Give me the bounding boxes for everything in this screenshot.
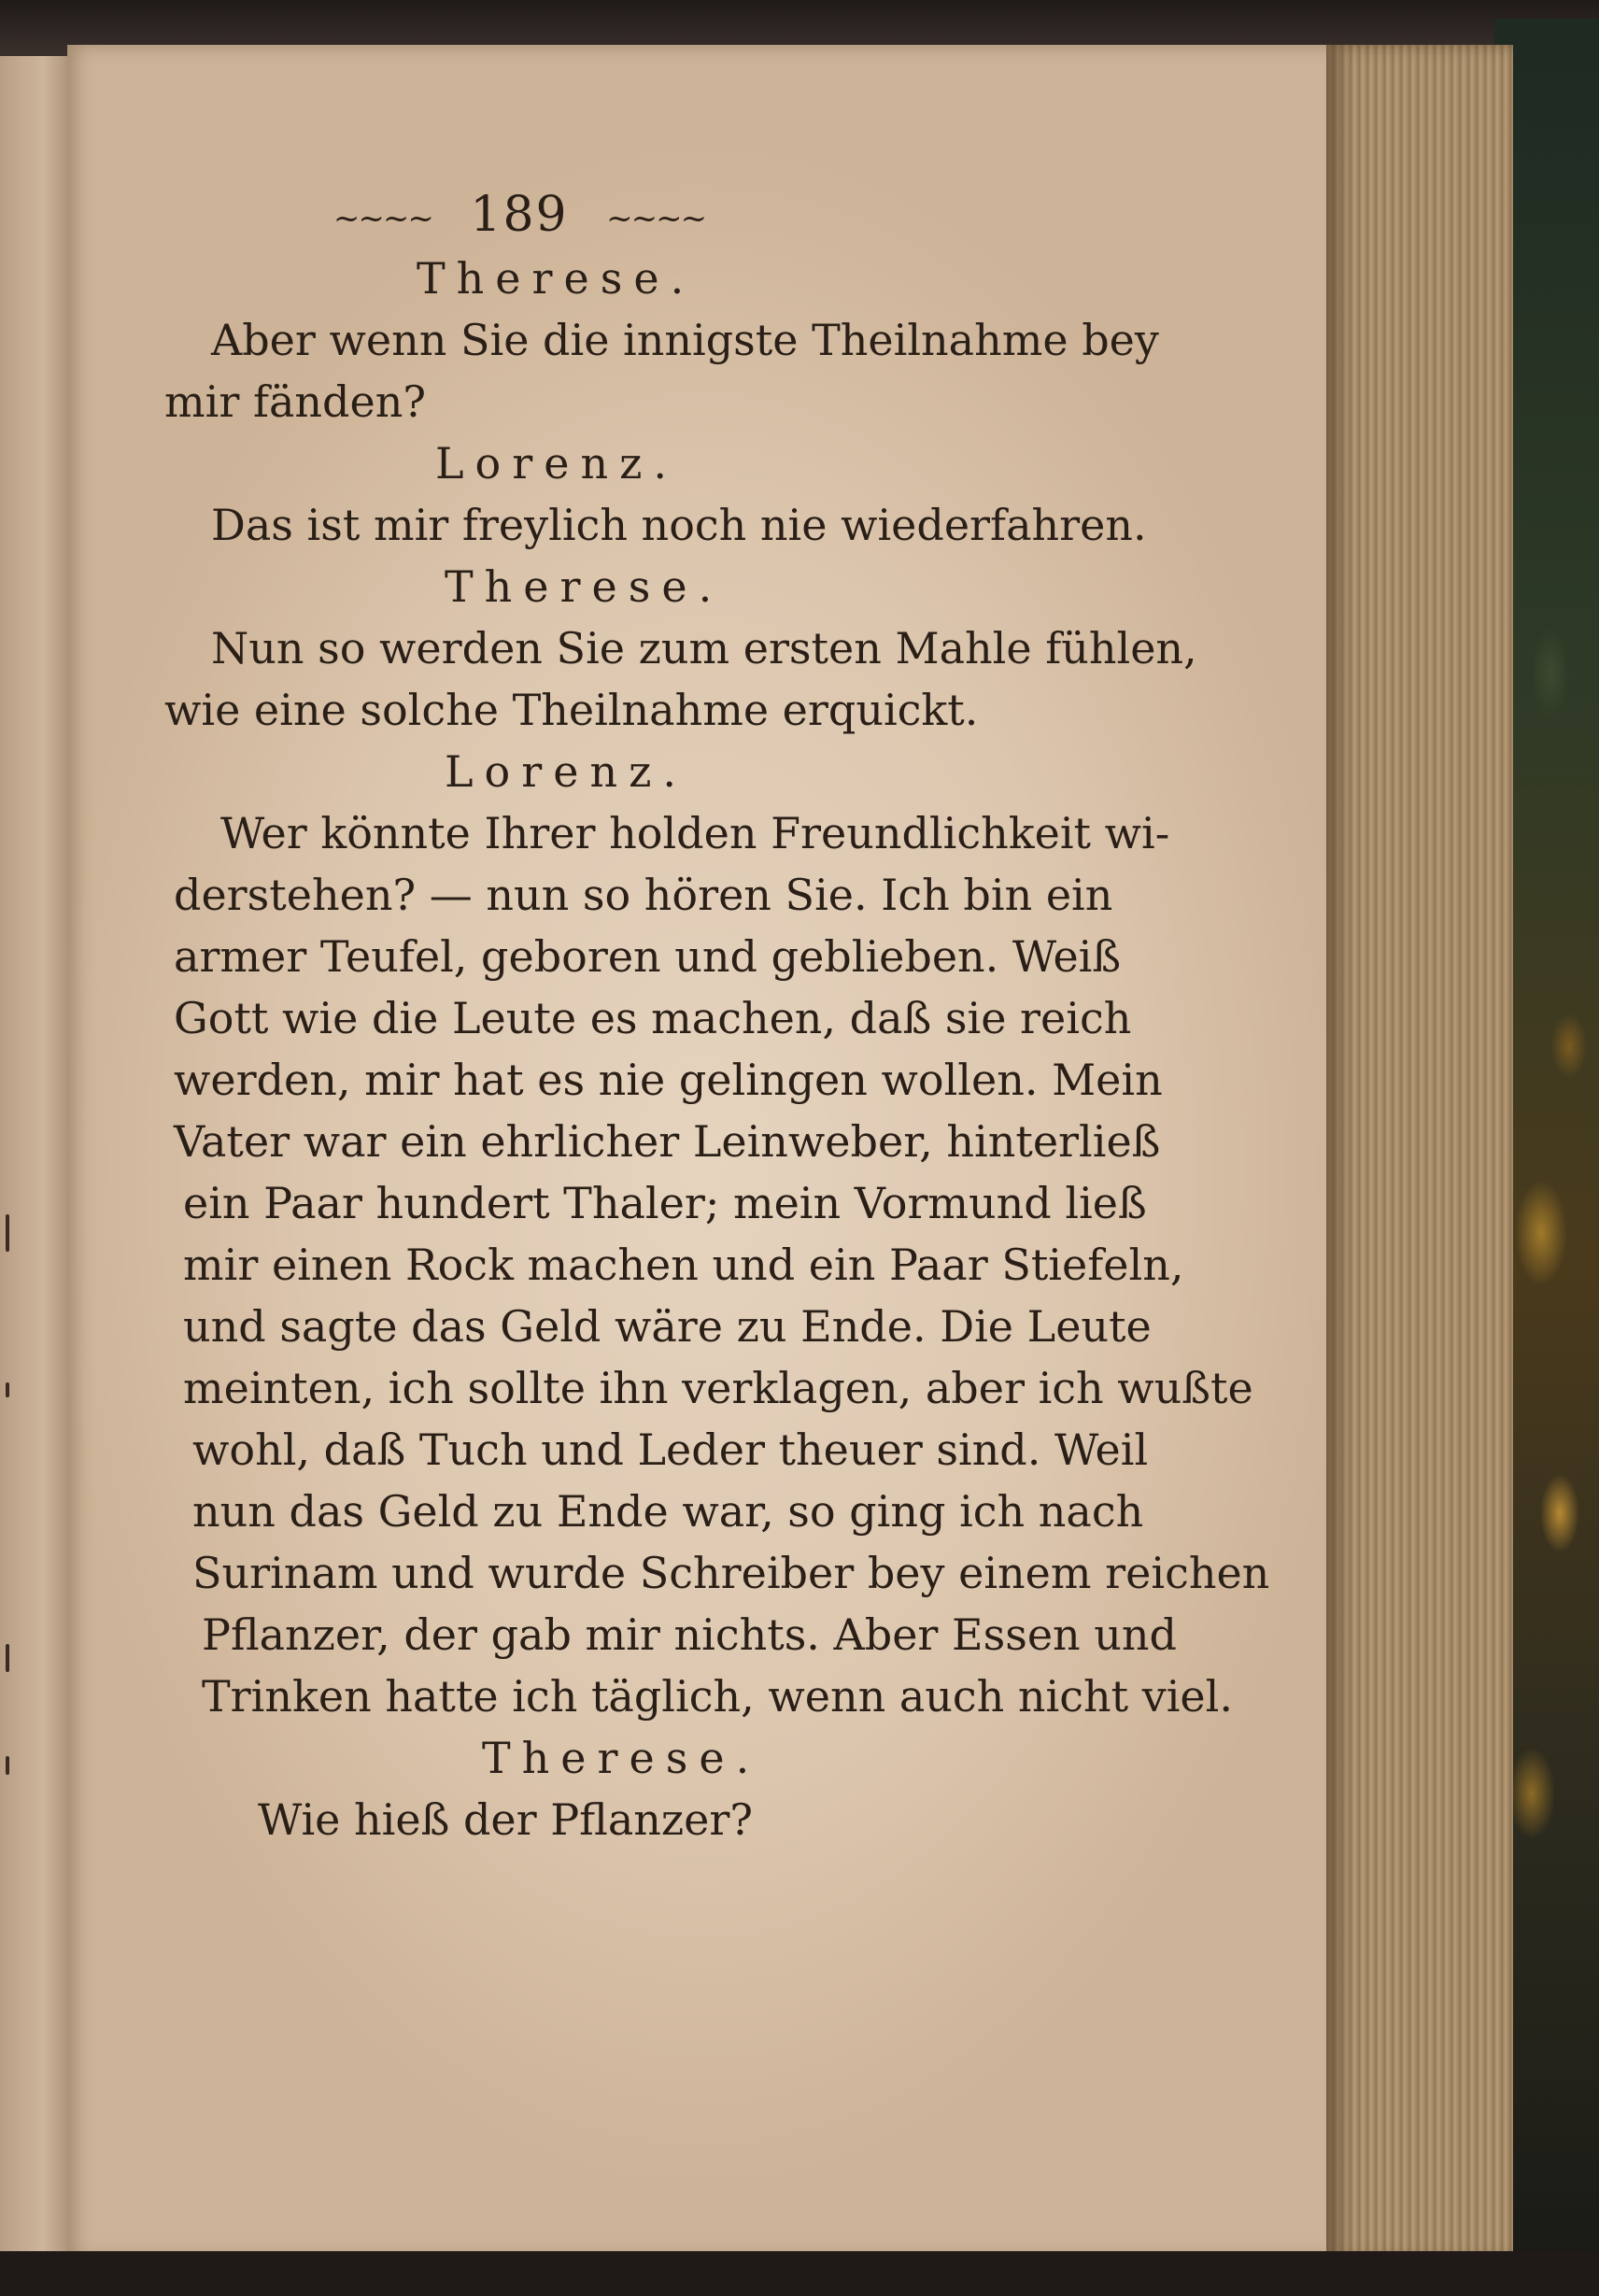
text-line: Trinken hatte ich täglich, wenn auch nicht viel. [202,1671,1233,1722]
page-header [164,187,874,243]
text-line: Aber wenn Sie die innigste Theilnahme bey [211,315,1159,365]
speaker-name: Therese. [482,1733,761,1783]
book-bottom-shadow [0,2251,1599,2296]
text-line: armer Teufel, geboren und geblieben. Weiß [174,931,1122,982]
text-line: Das ist mir freylich noch nie wiederfahren. [211,500,1147,550]
speaker-name: Lorenz. [435,438,678,489]
speaker-name: Therese. [445,561,724,612]
text-line: ein Paar hundert Thaler; mein Vormund ließ [183,1178,1147,1228]
text-line: Nun so werden Sie zum ersten Mahle fühlen, [211,623,1197,673]
text-line: Gott wie die Leute es machen, daß sie reich [174,993,1132,1043]
gutter-shadow [1326,45,1354,2259]
text-line: nun das Geld zu Ende war, so ging ich nach [192,1486,1144,1537]
header-ornament-right: ~~~~ [606,199,706,237]
text-line: Wie hieß der Pflanzer? [258,1794,754,1845]
text-line: Wer könnte Ihrer holden Freundlichkeit wi- [220,808,1170,858]
text-line: Surinam und wurde Schreiber bey einem reichen [192,1548,1270,1598]
page-number: 189 [470,187,569,243]
text-line: und sagte das Geld wäre zu Ende. Die Leute [183,1301,1152,1352]
text-line: Pflanzer, der gab mir nichts. Aber Essen und [202,1609,1178,1660]
speaker-name: Lorenz. [445,746,687,797]
speaker-name: Therese. [417,253,696,304]
text-line: derstehen? — nun so hören Sie. Ich bin ein [174,870,1113,920]
text-line: werden, mir hat es nie gelingen wollen. Mein [174,1055,1163,1105]
text-line: mir einen Rock machen und ein Paar Stiefeln, [183,1240,1184,1290]
page-fore-edge [1326,45,1513,2259]
text-line: mir fänden? [164,376,426,427]
text-line: Vater war ein ehrlicher Leinweber, hinterließ [174,1116,1161,1167]
text-line: wie eine solche Theilnahme erquickt. [164,685,979,735]
header-ornament-left: ~~~~ [333,199,432,237]
text-line: meinten, ich sollte ihn verklagen, aber ich wußte [183,1363,1253,1413]
text-line: wohl, daß Tuch und Leder theuer sind. Weil [192,1424,1149,1475]
left-page-bleed-marks [6,56,24,2261]
